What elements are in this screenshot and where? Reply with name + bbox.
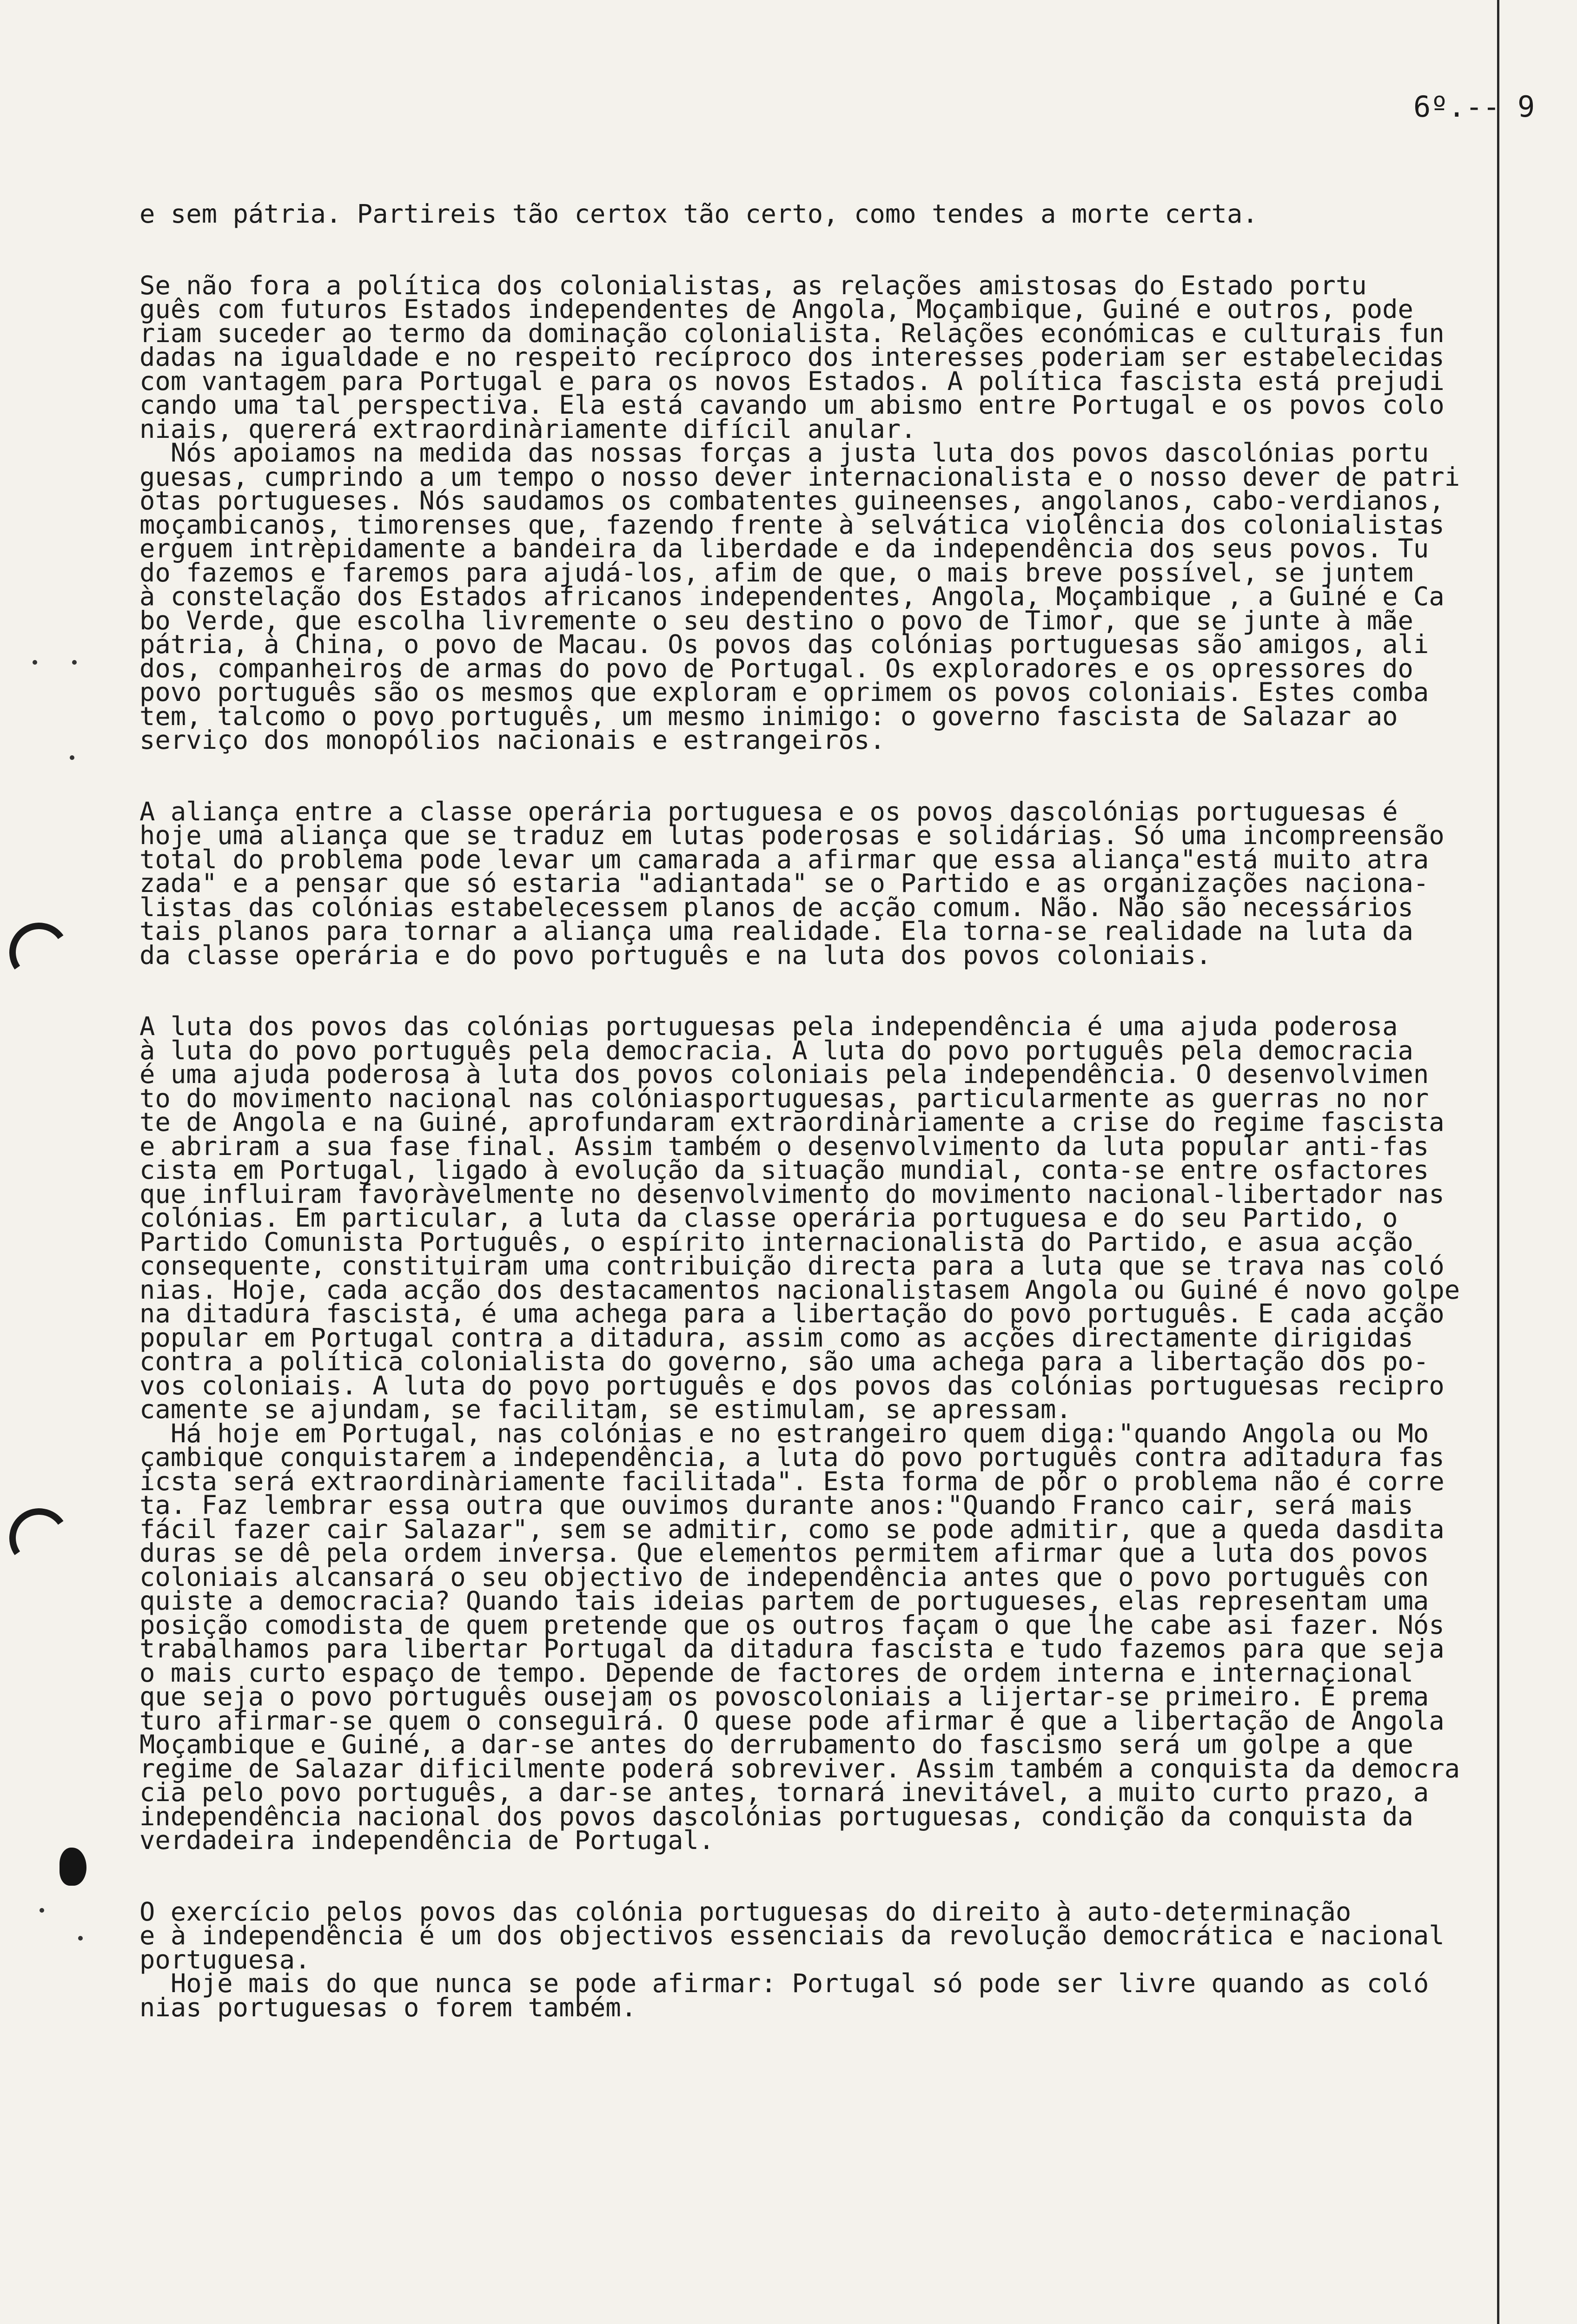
text-line: coloniais alcansará o seu objectivo de independência antes que o povo português con bbox=[139, 1562, 1429, 1592]
text-line: da classe operária e do povo português e na luta dos povos coloniais. bbox=[139, 940, 1212, 971]
text-line: moçambicanos, timorenses que, fazendo frente à selvática violência dos colonialistas bbox=[139, 509, 1444, 540]
paragraph bbox=[139, 270, 1488, 444]
text-line: com vantagem para Portugal e para os novos Estados. A política fascista está prejudi bbox=[139, 366, 1444, 396]
text-line: dadas na igualdade e no respeito recíproco dos interesses poderiam ser estabelecidas bbox=[139, 342, 1444, 372]
paragraph bbox=[139, 438, 1488, 755]
text-line: riam suceder ao termo da dominação colonialista. Relações económicas e culturais fun bbox=[139, 318, 1444, 349]
text-line: do fazemos e faremos para ajudá-los, afim de que, o mais breve possível, se juntem bbox=[139, 557, 1413, 588]
text-line: popular em Portugal contra a ditadura, assim como as acções directamente dirigidas bbox=[139, 1322, 1413, 1353]
text-line: camente se ajundam, se facilitam, se estimulam, se apressam. bbox=[139, 1394, 1072, 1425]
paragraph-gap bbox=[139, 967, 1488, 1015]
punch-hole-mark bbox=[5, 918, 73, 987]
text-line: O exercício pelos povos das colónia portuguesas do direito à auto-determinação bbox=[139, 1896, 1352, 1927]
paragraph bbox=[139, 1418, 1488, 1855]
text-line: niais, quererá extraordinàriamente difícil anular. bbox=[139, 414, 916, 444]
text-line: quiste a democracia? Quando tais ideias partem de portugueses, elas representam uma bbox=[139, 1586, 1429, 1616]
ink-speck bbox=[70, 755, 74, 760]
document-body bbox=[139, 199, 1488, 2023]
text-line: e à independência é um dos objectivos essenciais da revolução democrática e nacional bbox=[139, 1921, 1444, 1951]
paragraph bbox=[139, 1896, 1488, 1975]
text-line: serviço dos monopólios nacionais e estrangeiros. bbox=[139, 725, 885, 755]
paragraph bbox=[139, 1011, 1488, 1425]
text-line: guesas, cumprindo a um tempo o nosso dever internacionalista e o nosso dever de patri bbox=[139, 462, 1460, 492]
text-line: nias portuguesas o forem também. bbox=[139, 1992, 637, 2023]
text-line: portuguesa. bbox=[139, 1944, 311, 1975]
text-line: o mais curto espaço de tempo. Depende de factores de ordem interna e internacional bbox=[139, 1657, 1413, 1688]
text-line: fácil fazer cair Salazar", sem se admitir, como se pode admitir, que a queda dasdita bbox=[139, 1514, 1444, 1545]
text-line: Há hoje em Portugal, nas colónias e no estrangeiro quem diga:"quando Angola ou Mo bbox=[139, 1418, 1429, 1449]
punch-hole-mark bbox=[5, 1504, 73, 1572]
text-line: Nós apoiamos na medida das nossas forças a justa luta dos povos dascolónias portu bbox=[139, 438, 1429, 468]
text-line: Partido Comunista Português, o espírito internacionalista do Partido, e asua acção bbox=[139, 1227, 1413, 1257]
text-line: que seja o povo português ousejam os povoscoloniais a lijertar-se primeiro. É prema bbox=[139, 1682, 1429, 1712]
ink-blot bbox=[60, 1848, 86, 1886]
text-line: hoje uma aliança que se traduz em lutas poderosas e solidárias. Só uma incompreensão bbox=[139, 820, 1444, 851]
text-line: Se não fora a política dos colonialistas, as relações amistosas do Estado portu bbox=[139, 270, 1367, 301]
text-line: nias. Hoje, cada acção dos destacamentos nacionalistasem Angola ou Guiné é novo golpe bbox=[139, 1274, 1460, 1305]
text-line: verdadeira independência de Portugal. bbox=[139, 1825, 715, 1855]
text-line: listas das colónias estabelecessem planos de acção comum. Não. Não são necessários bbox=[139, 892, 1413, 923]
text-line: erguem intrèpidamente a bandeira da liberdade e da independência dos seus povos. Tu bbox=[139, 534, 1429, 564]
text-line: à luta do povo português pela democracia. A luta do povo português pela democracia bbox=[139, 1035, 1413, 1066]
text-line: à constelação dos Estados africanos independentes, Angola, Moçambique , a Guiné e Ca bbox=[139, 581, 1444, 612]
text-line: bo Verde, que escolha livremente o seu destino o povo de Timor, que se junte à mãe bbox=[139, 605, 1413, 636]
text-line: contra a política colonialista do governo, são uma achega para a libertação dos po- bbox=[139, 1347, 1429, 1377]
paragraph bbox=[139, 199, 1488, 229]
text-line: posição comodista de quem pretende que os outros façam o que lhe cabe asi fazer. Nós bbox=[139, 1610, 1444, 1640]
text-line: pátria, à China, o povo de Macau. Os povos das colónias portuguesas são amigos, ali bbox=[139, 629, 1429, 660]
paragraph bbox=[139, 796, 1488, 971]
text-line: A luta dos povos das colónias portuguesas pela independência é uma ajuda poderosa bbox=[139, 1011, 1398, 1042]
text-line: é uma ajuda poderosa à luta dos povos coloniais pela independência. O desenvolvimen bbox=[139, 1059, 1429, 1089]
text-line: independência nacional dos povos dascolónias portuguesas, condição da conquista da bbox=[139, 1801, 1413, 1832]
text-line: dos, companheiros de armas do povo de Portugal. Os exploradores e os opressores do bbox=[139, 653, 1413, 684]
text-line: ta. Faz lembrar essa outra que ouvimos durante anos:"Quando Franco cair, será mais bbox=[139, 1490, 1413, 1520]
page-margin-rule bbox=[1497, 0, 1499, 2324]
text-line: otas portugueses. Nós saudamos os combatentes guineenses, angolanos, cabo-verdianos, bbox=[139, 486, 1444, 516]
ink-speck bbox=[40, 1908, 44, 1913]
ink-speck bbox=[72, 660, 77, 665]
text-line: çambique conquistarem a independência, a luta do povo português contra aditadura fas bbox=[139, 1442, 1444, 1472]
text-line: e abriram a sua fase final. Assim também o desenvolvimento da luta popular anti-fas bbox=[139, 1131, 1429, 1162]
text-line: guês com futuros Estados independentes de Angola, Moçambique, Guiné e outros, pode bbox=[139, 294, 1413, 324]
text-line: cia pelo povo português, a dar-se antes, tornará inevitável, a muito curto prazo, a bbox=[139, 1777, 1429, 1808]
ink-speck bbox=[78, 1936, 83, 1941]
text-line: duras se dê pela ordem inversa. Que elementos permitem afirmar que a luta dos povos bbox=[139, 1538, 1429, 1568]
text-line: Hoje mais do que nunca se pode afirmar: Portugal só pode ser livre quando as coló bbox=[139, 1968, 1429, 1999]
text-line: tais planos para tornar a aliança uma realidade. Ela torna-se realidade na luta da bbox=[139, 916, 1413, 946]
text-line: e sem pátria. Partireis tão certox tão certo, como tendes a morte certa. bbox=[139, 199, 1258, 229]
text-line: zada" e a pensar que só estaria "adiantada" se o Partido e as organizações naciona- bbox=[139, 868, 1429, 898]
text-line: trabalhamos para libertar Portugal da ditadura fascista e tudo fazemos para que seja bbox=[139, 1634, 1444, 1664]
text-line: total do problema pode levar um camarada a afirmar que essa aliança"está muito atra bbox=[139, 844, 1429, 875]
text-line: to do movimento nacional nas colóniasportuguesas, particularmente as guerras no nor bbox=[139, 1083, 1429, 1114]
text-line: cando uma tal perspectiva. Ela está cavando um abismo entre Portugal e os povos colo bbox=[139, 390, 1444, 420]
paragraph-gap bbox=[139, 226, 1488, 274]
text-line: A aliança entre a classe operária portuguesa e os povos dascolónias portuguesas é bbox=[139, 796, 1398, 827]
page-number: 6º.-- 9 bbox=[1413, 90, 1535, 124]
ink-speck bbox=[33, 660, 37, 665]
text-line: Moçambique e Guiné, a dar-se antes do derrubamento do fascismo será um golpe a que bbox=[139, 1730, 1413, 1760]
text-line: povo português são os mesmos que exploram e oprimem os povos coloniais. Estes comba bbox=[139, 677, 1429, 707]
paragraph bbox=[139, 1968, 1488, 2023]
text-line: que influiram favoràvelmente no desenvolvimento do movimento nacional-libertador nas bbox=[139, 1179, 1444, 1209]
text-line: consequente, constituiram uma contribuição directa para a luta que se trava nas coló bbox=[139, 1251, 1444, 1281]
text-line: cista em Portugal, ligado à evolução da situação mundial, conta-se entre osfactores bbox=[139, 1155, 1429, 1185]
text-line: regime de Salazar dificilmente poderá sobreviver. Assim também a conquista da democra bbox=[139, 1753, 1460, 1784]
paragraph-gap bbox=[139, 1853, 1488, 1900]
paragraph-gap bbox=[139, 753, 1488, 800]
text-line: tem, talcomo o povo português, um mesmo inimigo: o governo fascista de Salazar ao bbox=[139, 701, 1398, 732]
text-line: te de Angola e na Guiné, aprofundaram extraordinàriamente a crise do regime fascista bbox=[139, 1107, 1444, 1137]
text-line: vos coloniais. A luta do povo português e dos povos das colónias portuguesas recipro bbox=[139, 1370, 1444, 1401]
text-line: turo afirmar-se quem o conseguirá. O quese pode afirmar é que a libertação de Angola bbox=[139, 1705, 1444, 1736]
text-line: colónias. Em particular, a luta da classe operária portuguesa e do seu Partido, o bbox=[139, 1203, 1398, 1233]
text-line: icsta será extraordinàriamente facilitada". Esta forma de pôr o problema não é corre bbox=[139, 1466, 1444, 1497]
text-line: na ditadura fascista, é uma achega para a libertação do povo português. E cada acção bbox=[139, 1299, 1444, 1329]
